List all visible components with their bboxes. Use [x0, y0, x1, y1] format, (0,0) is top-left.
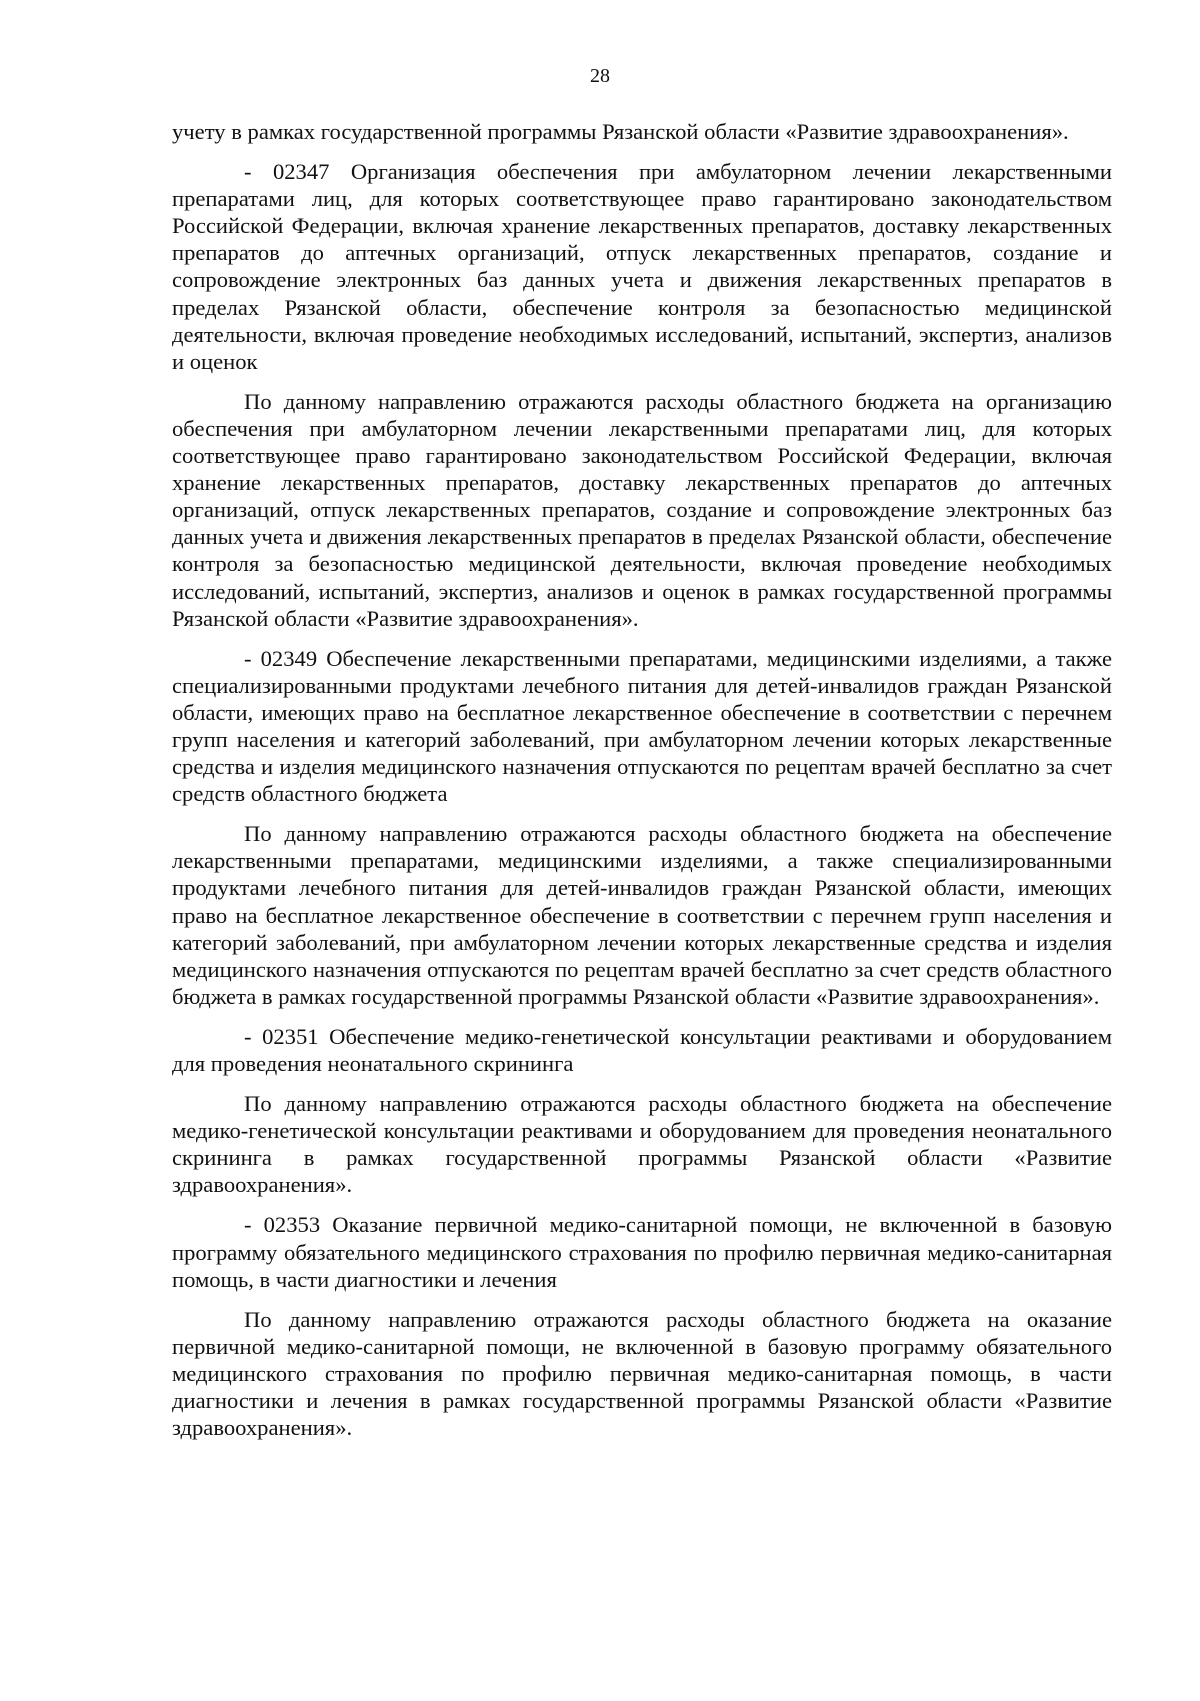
paragraph-item-02353: - 02353 Оказание первичной медико-санитарной помощи, не включенной в базовую программу обязательного медицинского страхования по профилю первичная медико-санитарная помощь, в части диагностики и лечения [172, 1212, 1112, 1292]
paragraph-description-02351: По данному направлению отражаются расходы областного бюджета на обеспечение медико-генетической консультации реактивами и оборудованием для проведения неонатального скрининга в рамках государственной программы Рязанской области «Развитие здравоохранения». [172, 1091, 1112, 1198]
page-number: 28 [590, 65, 610, 87]
paragraph-description-02349: По данному направлению отражаются расходы областного бюджета на обеспечение лекарственными препаратами, медицинскими изделиями, а также специализированными продуктами лечебного питания для детей-инвалидов граждан Рязанской области, имеющих право на бесплатное лекарственное обеспечение в соответствии с перечнем групп населения и категорий заболеваний, при амбулаторном лечении которых лекарственные средства и изделия медицинского назначения отпускаются по рецептам врачей бесплатно за счет средств областного бюджета в рамках государственной программы Рязанской области «Развитие здравоохранения». [172, 821, 1112, 1009]
document-body [172, 118, 1112, 1441]
paragraph-description-02353: По данному направлению отражаются расходы областного бюджета на оказание первичной медико-санитарной помощи, не включенной в базовую программу обязательного медицинского страхования по профилю первичная медико-санитарная помощь, в части диагностики и лечения в рамках государственной программы Рязанской области «Развитие здравоохранения». [172, 1306, 1112, 1441]
paragraph-description-02347: По данному направлению отражаются расходы областного бюджета на организацию обеспечения при амбулаторном лечении лекарственными препаратами лиц, для которых соответствующее право гарантировано законодательством Российской Федерации, включая хранение лекарственных препаратов, доставку лекарственных препаратов до аптечных организаций, отпуск лекарственных препаратов, создание и сопровождение электронных баз данных учета и движения лекарственных препаратов в пределах Рязанской области, обеспечение контроля за безопасностью медицинской деятельности, включая проведение необходимых исследований, испытаний, экспертиз, анализов и оценок в рамках государственной программы Рязанской области «Развитие здравоохранения». [172, 388, 1112, 631]
paragraph-item-02349: - 02349 Обеспечение лекарственными препаратами, медицинскими изделиями, а также специализированными продуктами лечебного питания для детей-инвалидов граждан Рязанской области, имеющих право на бесплатное лекарственное обеспечение в соответствии с перечнем групп населения и категорий заболеваний, при амбулаторном лечении которых лекарственные средства и изделия медицинского назначения отпускаются по рецептам врачей бесплатно за счет средств областного бюджета [172, 645, 1112, 807]
paragraph-continuation: учету в рамках государственной программы Рязанской области «Развитие здравоохранения». [172, 119, 1069, 144]
paragraph-item-02351: - 02351 Обеспечение медико-генетической консультации реактивами и оборудованием для проведения неонатального скрининга [172, 1023, 1112, 1076]
paragraph-item-02347: - 02347 Организация обеспечения при амбулаторном лечении лекарственными препаратами лиц, для которых соответствующее право гарантировано законодательством Российской Федерации, включая хранение лекарственных препаратов, доставку лекарственных препаратов до аптечных организаций, отпуск лекарственных препаратов, создание и сопровождение электронных баз данных учета и движения лекарственных препаратов в пределах Рязанской области, обеспечение контроля за безопасностью медицинской деятельности, включая проведение необходимых исследований, испытаний, экспертиз, анализов и оценок [172, 159, 1112, 374]
